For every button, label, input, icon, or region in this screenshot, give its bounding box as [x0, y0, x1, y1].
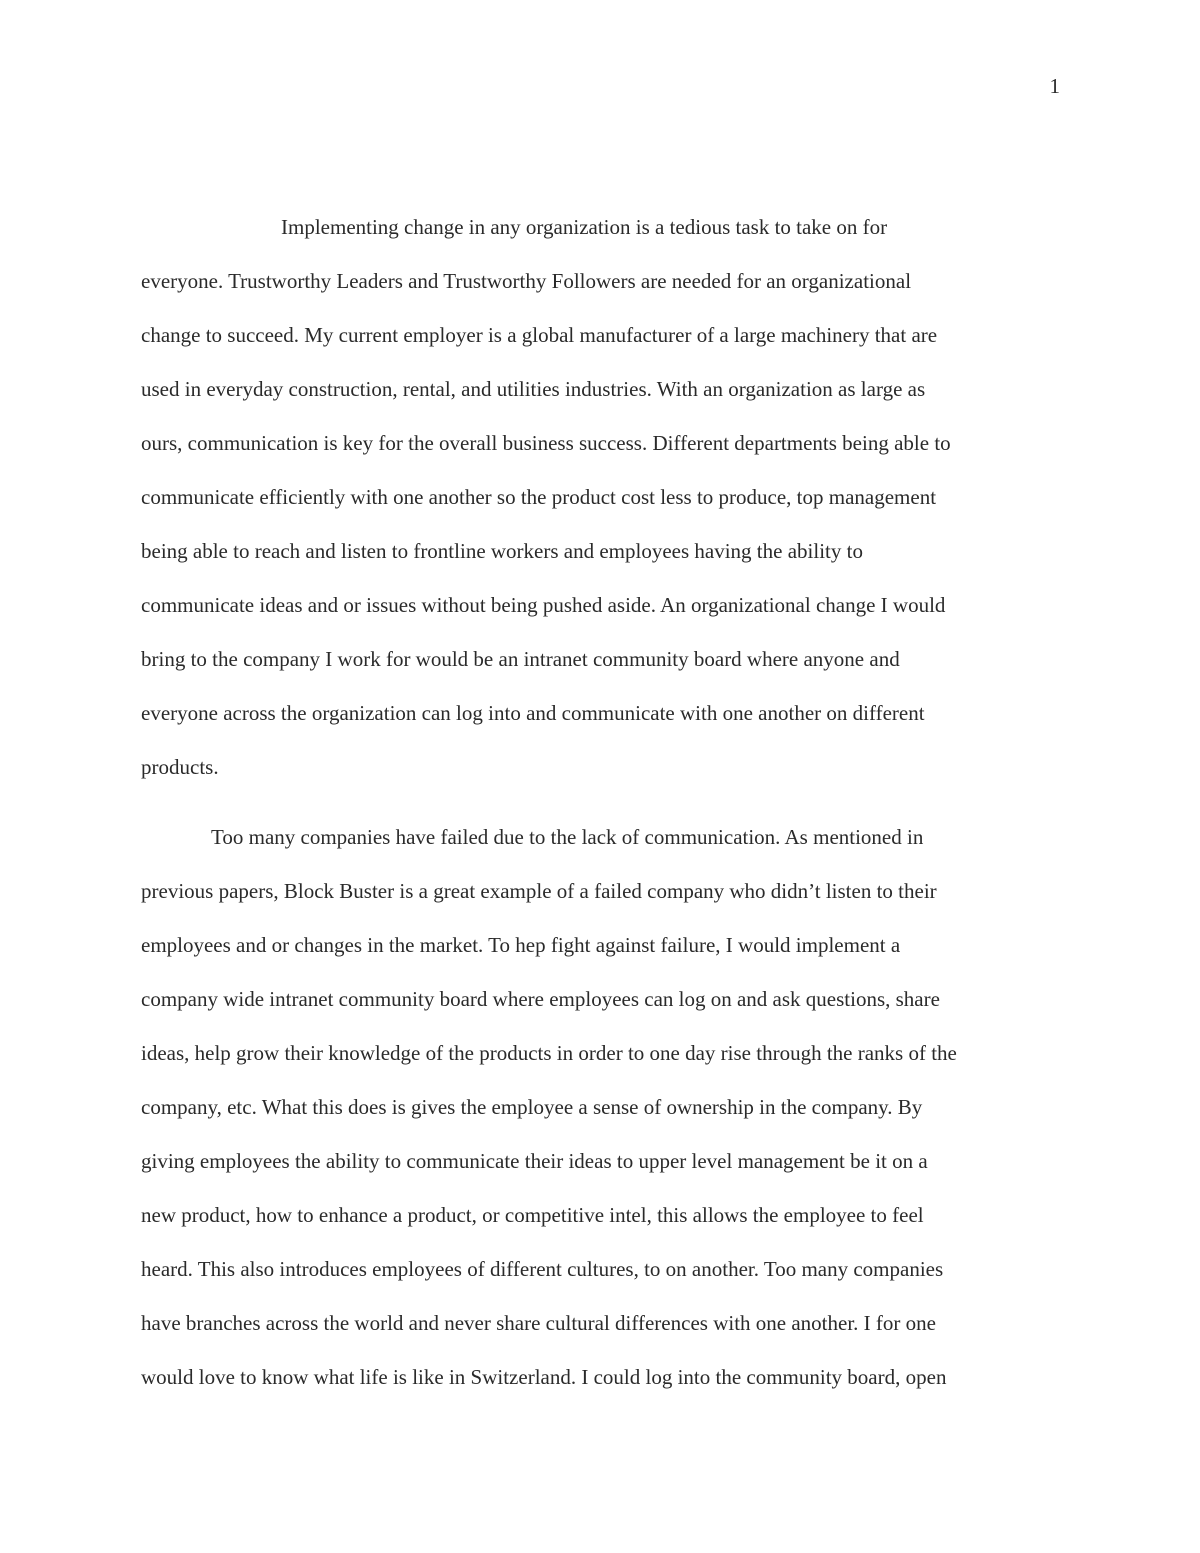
paragraph-1-line-3: change to succeed. My current employer is a global manufacturer of a large machinery that are	[141, 323, 938, 347]
paragraph-1-line-11: products.	[141, 755, 219, 779]
paragraph-2-line-2: previous papers, Block Buster is a great example of a failed company who didn’t listen to their	[141, 879, 937, 903]
paragraph-1-line-7: being able to reach and listen to frontline workers and employees having the ability to	[141, 539, 863, 563]
paragraph-2-line-8: new product, how to enhance a product, or competitive intel, this allows the employee to feel	[141, 1203, 924, 1227]
paragraph-2-line-9: heard. This also introduces employees of different cultures, to on another. Too many companies	[141, 1257, 944, 1281]
page-number: 1	[1049, 74, 1060, 98]
paragraph-2-line-6: company, etc. What this does is gives the employee a sense of ownership in the company. By	[141, 1095, 923, 1119]
paragraph-1-line-1: Implementing change in any organization is a tedious task to take on for	[281, 215, 888, 239]
paragraph-1-line-6: communicate efficiently with one another so the product cost less to produce, top management	[141, 485, 937, 509]
paragraph-1-line-5: ours, communication is key for the overall business success. Different departments being able to	[141, 431, 951, 455]
paragraph-2-line-3: employees and or changes in the market. To hep fight against failure, I would implement a	[141, 933, 901, 957]
paragraph-1-line-9: bring to the company I work for would be an intranet community board where anyone and	[141, 647, 900, 671]
paragraph-2-line-10: have branches across the world and never share cultural differences with one another. I for one	[141, 1311, 936, 1335]
paragraph-2-line-7: giving employees the ability to communicate their ideas to upper level management be it on a	[141, 1149, 928, 1173]
paragraph-1-line-8: communicate ideas and or issues without being pushed aside. An organizational change I would	[141, 593, 946, 617]
paragraph-2-line-4: company wide intranet community board where employees can log on and ask questions, share	[141, 987, 940, 1011]
paragraph-1-line-4: used in everyday construction, rental, and utilities industries. With an organization as large as	[141, 377, 926, 401]
paragraph-2-line-11: would love to know what life is like in Switzerland. I could log into the community board, open	[141, 1365, 947, 1389]
paragraph-2-line-5: ideas, help grow their knowledge of the products in order to one day rise through the ranks of the	[141, 1041, 957, 1065]
paragraph-1-line-2: everyone. Trustworthy Leaders and Trustworthy Followers are needed for an organizational	[141, 269, 912, 293]
paragraph-1-line-10: everyone across the organization can log into and communicate with one another on different	[141, 701, 925, 725]
paragraph-2-line-1: Too many companies have failed due to the lack of communication. As mentioned in	[211, 825, 924, 849]
